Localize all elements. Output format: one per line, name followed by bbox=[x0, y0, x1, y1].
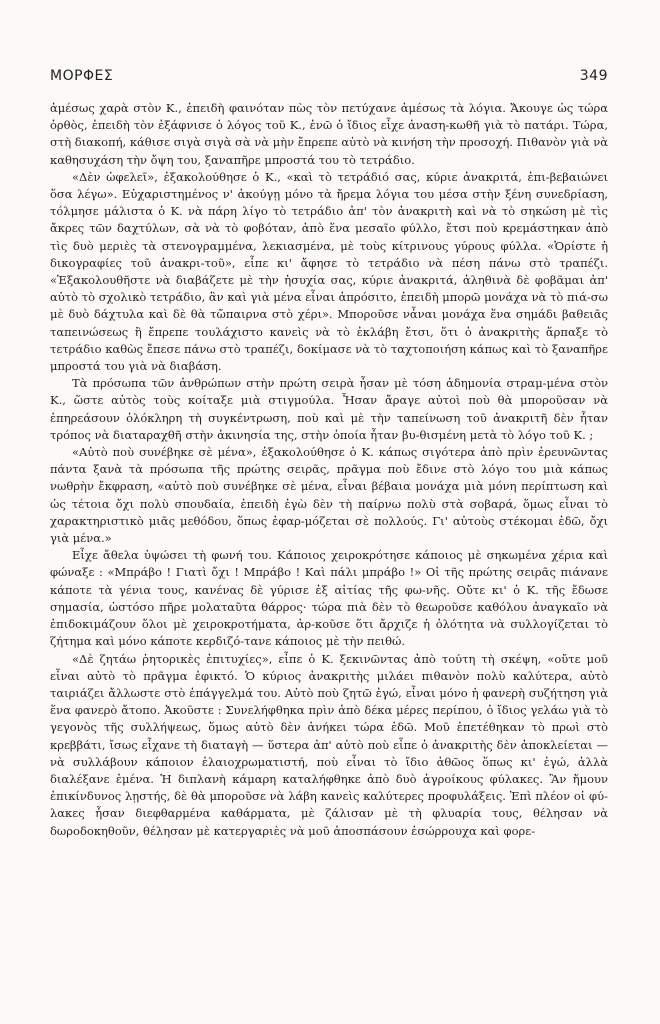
paragraph-2: «Δὲν ὠφελεῖ», ἐξακολούθησε ὁ Κ., «καὶ τὸ τετράδιό σας, κύριε ἀνακριτά, ἐπι-βεβαιώνει ὅσα λέγω». Εὐχαριστημένος ν' ἀκούγῃ μόνο τὰ ἤρεμα λόγια του μέσα στὴν ξένη συνεδρίαση, τόλμησε μάλιστα ὁ Κ. νὰ πάρη λίγο τὸ τετράδιο ἀπ' τὸν ἀνακριτὴ καὶ νὰ τὸ σηκώση μὲ τὶς ἄκρες τῶν δαχτύλων, σὰ νὰ τὸ φοβόταν, ἀπὸ ἕνα μεσαῖο φύλλο, ἔτσι ποὺ κρεμάστηκαν ἀπὸ τὶς δυὸ μεριὲς τὰ στενογραμμένα, λεκιασμένα, μὲ τοὺς κίτρινους γύρους φύλλα. «Ὁρίστε ἡ δικογραφίες τοῦ ἀνακρι-τοῦ», εἶπε κι' ἄφησε τὸ τετράδιο νὰ πέση πάνω στὸ τραπέζι. «Ἐξακολουθῆστε νὰ διαβάζετε μὲ τὴν ἡσυχία σας, κύριε ἀνακριτά, ἀληθινὰ δὲ φοβᾶμαι ἀπ' αὐτὸ τὸ σχολικὸ τετράδιο, ἂν καὶ γιὰ μένα εἶναι ἀπρόσιτο, ἐπειδὴ μπορῶ μονάχα νὰ τὸ πιά-σω μὲ δυὸ δάχτυλα καὶ δὲ θὰ τὤπαιρνα στὸ χέρι». Μποροῦσε νἆναι μονάχα ἕνα σημάδι βαθειᾶς ταπεινώσεως ἢ ἔπρεπε τουλάχιστο κανεὶς νὰ τὸ ἐκλάβη ἔτσι, ὅτι ὁ ἀνακριτὴς ἅρπαξε τὸ τετράδιο καθὼς ἔπεσε πάνω στὸ τραπέζι, δοκίμασε νὰ τὸ ταχτοποιήση κάπως καὶ τὸ ξαναπῆρε μπροστά του γιὰ νὰ διαβάση. bbox=[50, 169, 608, 374]
paragraph-4: «Αὐτὸ ποὺ συνέβηκε σὲ μένα», ἐξακολούθησε ὁ Κ. κάπως σιγότερα ἀπὸ πρὶν ἐρευνῶντας πάντα ξανὰ τὰ πρόσωπα τῆς πρώτης σειρᾶς, πρᾶγμα ποὺ ἔδινε στὸ λόγο του μιὰ κάπως νωθρὴν ἔκφραση, «αὐτὸ ποὺ συνέβηκε σὲ μένα, εἶναι βέβαια μονάχα μιὰ μόνη περίπτωση καὶ ὡς τέτοια ὄχι πολὺ σπουδαία, ἐπειδὴ ἐγὼ δὲν τὴ παίρνω πολὺ στὰ σοβαρά, ὅμως εἶναι τὸ χαρακτηριστικὸ μιᾶς μεθόδου, ὅπως ἐφαρ-μόζεται σὲ πολλούς. Γι' αὐτοὺς στέκομαι ἐδῶ, ὄχι γιὰ μένα.» bbox=[50, 445, 608, 546]
paragraph-1: ἀμέσως χαρὰ στὸν Κ., ἐπειδὴ φαινόταν πὼς τὸν πετύχανε ἀμέσως τὰ λόγια. Ἄκουγε ὡς τώρα ὀρθὸς, ἐπειδὴ τὸν ἐξάφνισε ὁ λόγος τοῦ Κ., ἐνῶ ὁ ἴδιος εἶχε ἀναση-κωθῆ γιὰ τὸ πατάρι. Τώρα, στὴ διακοπή, κάθισε σιγὰ σιγὰ σὰ νὰ μὴν ἔπρεπε αὐτὸ νὰ κινήση τὴν προσοχή. Πιθανὸν γιὰ νὰ καθησυχάση τὴν ὄψη του, ξαναπῆρε μπροστά του τὸ τετράδιο. bbox=[50, 101, 608, 167]
paragraph-6: «Δὲ ζητάω ῥητορικὲς ἐπιτυχίες», εἶπε ὁ Κ. ξεκινῶντας ἀπὸ τούτη τὴ σκέψη, «οὔτε μοῦ εἶναι αὐτὸ τὸ πρᾶγμα ἐφικτό. Ὁ κύριος ἀνακριτὴς μιλάει πιθανὸν πολὺ καλύτερα, αὐτὸ ταιριάζει ἄλλωστε στὸ ἐπάγγελμά του. Αὐτὸ ποὺ ζητῶ ἐγώ, εἶναι μόνο ἡ φανερὴ συζήτηση γιὰ ἕνα φανερὸ ἄτοπο. Ἀκοῦστε : Συνελήφθηκα πρὶν ἀπὸ δέκα μέρες περίπου, ὁ ἴδιος γελάω γιὰ τὸ γεγονὸς τῆς συλλήψεως, ὅμως αὐτὸ δὲν ἀνήκει τώρα ἐδῶ. Μοῦ ἐπετέθηκαν τὸ πρωὶ στὸ κρεββάτι, ἴσως εἶχανε τὴ διαταγὴ — ὕστερα ἀπ' αὐτὸ ποὺ εἶπε ὁ ἀνακριτὴς δὲν ἀποκλείεται — νὰ συλλάβουν κάποιον ἐλαιοχρωματιστή, ποὺ εἶναι τὸ ἴδιο ἀθῶος ὅπως κι' ἐγώ, ἀλλὰ διαλέξανε ἐμένα. Ἡ διπλανὴ κάμαρη καταλήφθηκε ἀπὸ δυὸ ἀγροίκους φύλακες. Ἂν ἤμουν ἐπικίνδυνος λῃστής, δὲ θὰ μποροῦσε νὰ λάβη κανεὶς καλύτερες προφυλάξεις. Ἐπὶ πλέον οἱ φύ-λακες ἦσαν διεφθαρμένα καθάρματα, μὲ ζάλισαν μὲ τὴ φλυαρία τους, θέλησαν νὰ δωροδοκηθοῦν, θέλησαν μὲ κατεργαριὲς νὰ μοῦ ἀποσπάσουν ἐσώρρουχα καὶ φορε- bbox=[50, 651, 608, 838]
paragraph-3: Τὰ πρόσωπα τῶν ἀνθρώπων στὴν πρώτη σειρὰ ἦσαν μὲ τόση ἀδημονία στραμ-μένα στὸν Κ., ὥστε αὐτὸς τοὺς κοίταξε μιὰ στιγμούλα. Ἦσαν ἄραγε αὐτοὶ ποὺ θὰ μποροῦσαν νὰ ἐπηρεάσουν ὁλόκληρη τὴ συγκέντρωση, ποὺ καὶ μὲ τὴν ταπείνωση τοῦ ἀνακριτῆ δὲν ἦταν τρόπος νὰ διαταραχθῆ στὴν ἀκινησία της, στὴν ὁποία ἦταν βυ-θισμένη μετὰ τὸ λόγο τοῦ Κ. ; bbox=[50, 376, 608, 442]
paragraph-5: Εἶχε ἄθελα ὑψώσει τὴ φωνή του. Κάποιος χειροκρότησε κάποιος μὲ σηκωμένα χέρια καὶ φώναξε : «Μπράβο ! Γιατὶ ὄχι ! Μπράβο ! Καὶ πάλι μπράβο !» Οἱ τῆς πρώτης σειρᾶς πιάνανε κάποτε τὰ γένια τους, κανένας δὲ γύρισε ἐξ αἰτίας τῆς φω-νῆς. Οὔτε κι' ὁ Κ. τῆς ἔδωσε σημασία, ὡστόσο πῆρε μολαταῦτα θάρρος· τώρα πιὰ δὲν τὸ θεωροῦσε καθόλου ἀναγκαῖο νὰ ἐπιδοκιμάζουν ὅλοι μὲ χειροκροτήματα, ἀρ-κοῦσε ὅτι ἄρχιζε ἡ ὁλότητα νὰ συλλογίζεται τὸ ζήτημα καὶ μόνο κάποτε κερδιζό-τανε κάποιος μὲ τὴν πειθώ. bbox=[50, 548, 608, 649]
body-text bbox=[50, 100, 608, 840]
page-number: 349 bbox=[579, 68, 608, 84]
running-head bbox=[50, 68, 608, 84]
running-title: ΜΟΡΦΕΣ bbox=[50, 68, 114, 84]
